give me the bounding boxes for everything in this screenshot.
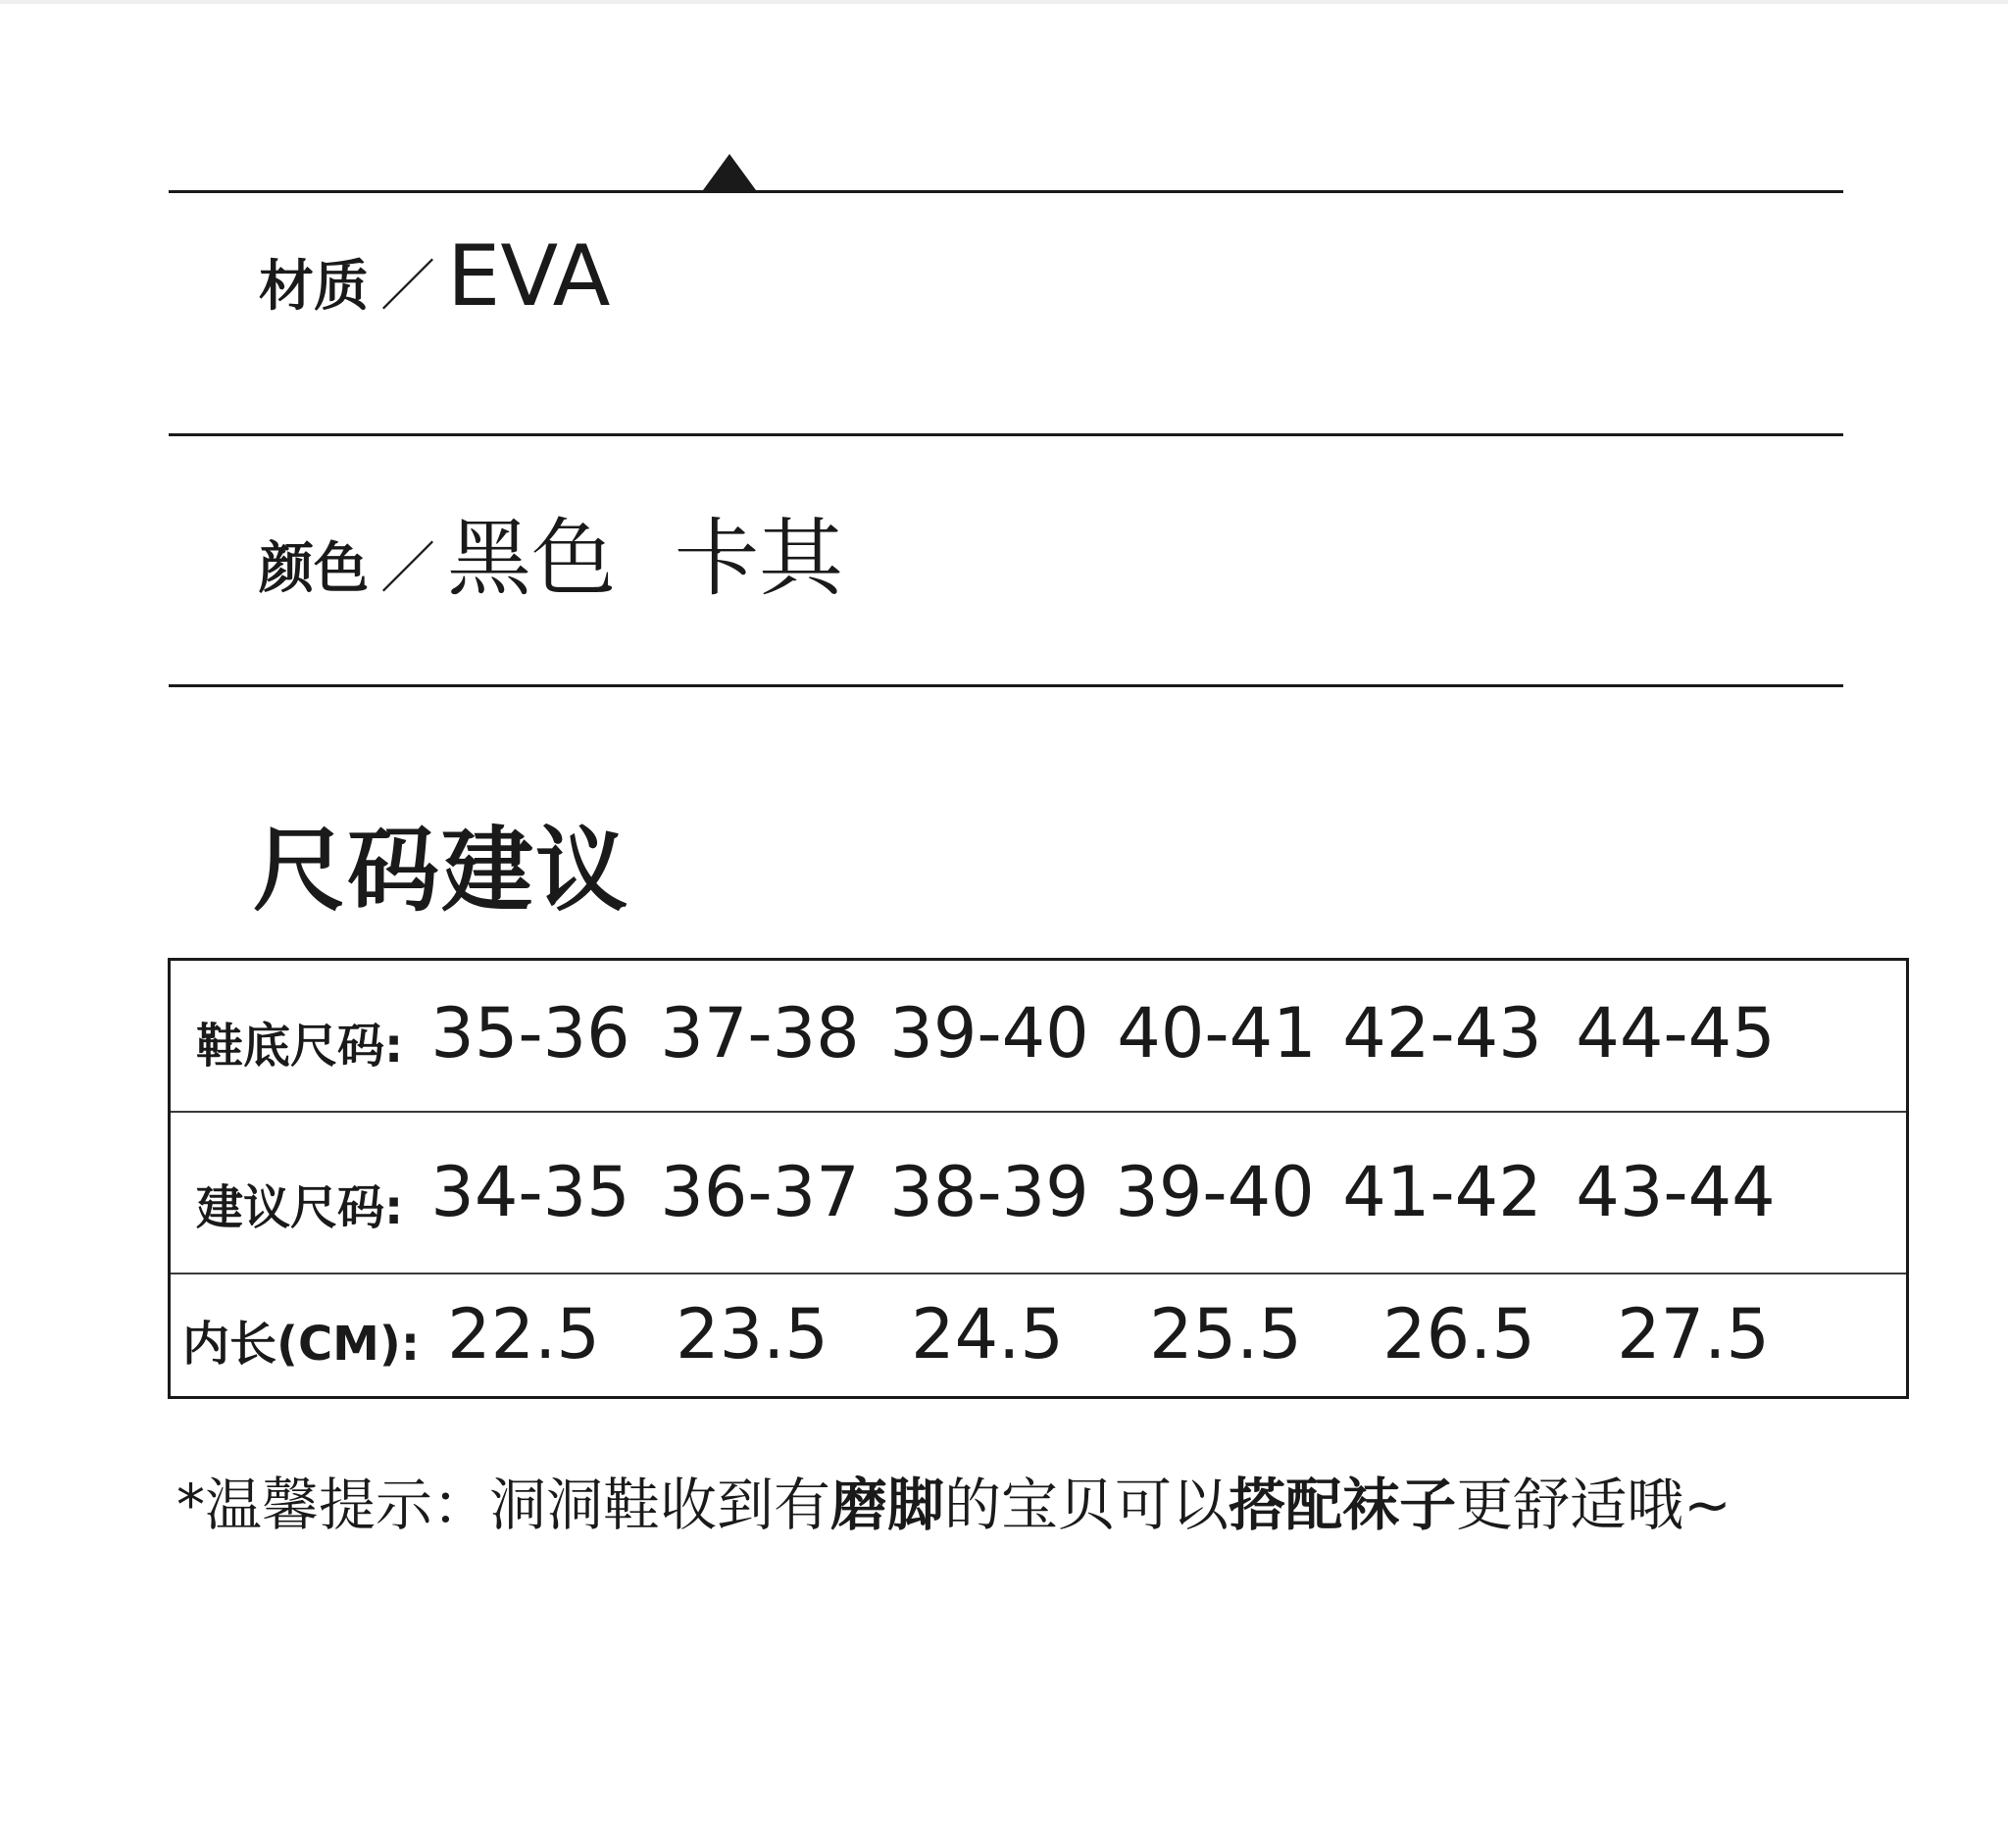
material-label: 材质 — [259, 255, 369, 319]
table-cell: 43-44 — [1576, 1152, 1776, 1232]
tip-text-1: 洞洞鞋收到有 — [489, 1472, 831, 1538]
tip-prefix: *温馨提示： — [176, 1472, 490, 1538]
material-row — [259, 227, 611, 325]
table-cell: 40-41 — [1117, 993, 1317, 1074]
tip-bold-1: 磨脚 — [830, 1472, 945, 1538]
table-cell: 34-35 — [430, 1152, 630, 1232]
tip-text-3: 更舒适哦~ — [1456, 1472, 1732, 1538]
size-section-title: 尺码建议 — [253, 818, 630, 924]
table-cell: 38-39 — [889, 1152, 1089, 1232]
table-cell: 23.5 — [676, 1294, 828, 1374]
table-cell: 26.5 — [1382, 1294, 1535, 1374]
table-cell: 24.5 — [911, 1294, 1064, 1374]
table-cell: 36-37 — [660, 1152, 860, 1232]
color-option-black: 黑色 — [447, 510, 616, 608]
row-label-inner-length: 内长(CM): — [182, 1317, 421, 1372]
color-slash: ／ — [380, 537, 435, 601]
row-label-suggested-size: 建议尺码: — [196, 1180, 404, 1235]
row-label-sole-size: 鞋底尺码: — [196, 1019, 404, 1074]
material-value: EVA — [447, 227, 611, 325]
table-row-suggested-size — [171, 1111, 1906, 1274]
divider-bottom — [169, 684, 1843, 687]
material-slash: ／ — [380, 255, 435, 319]
table-cell: 25.5 — [1149, 1294, 1302, 1374]
top-border — [0, 0, 2008, 4]
table-cell: 42-43 — [1342, 993, 1542, 1074]
divider-middle — [169, 433, 1843, 436]
table-row-sole-size — [171, 961, 1906, 1113]
color-option-khaki: 卡其 — [675, 510, 843, 608]
color-row — [259, 490, 843, 612]
table-row-inner-length — [171, 1273, 1906, 1399]
color-label: 颜色 — [259, 537, 369, 601]
table-cell: 22.5 — [447, 1294, 600, 1374]
table-cell: 35-36 — [430, 993, 630, 1074]
tip-text-2: 的宝贝可以 — [944, 1472, 1230, 1538]
table-cell: 39-40 — [1115, 1152, 1315, 1232]
size-table — [168, 958, 1909, 1399]
table-cell: 44-45 — [1576, 993, 1776, 1074]
tip-bold-2: 搭配袜子 — [1229, 1472, 1457, 1538]
table-cell: 27.5 — [1617, 1294, 1770, 1374]
triangle-pointer-icon — [703, 154, 756, 190]
tip-note — [176, 1459, 1732, 1541]
table-cell: 39-40 — [889, 993, 1089, 1074]
divider-top — [169, 190, 1843, 193]
table-cell: 41-42 — [1342, 1152, 1542, 1232]
table-cell: 37-38 — [660, 993, 860, 1074]
